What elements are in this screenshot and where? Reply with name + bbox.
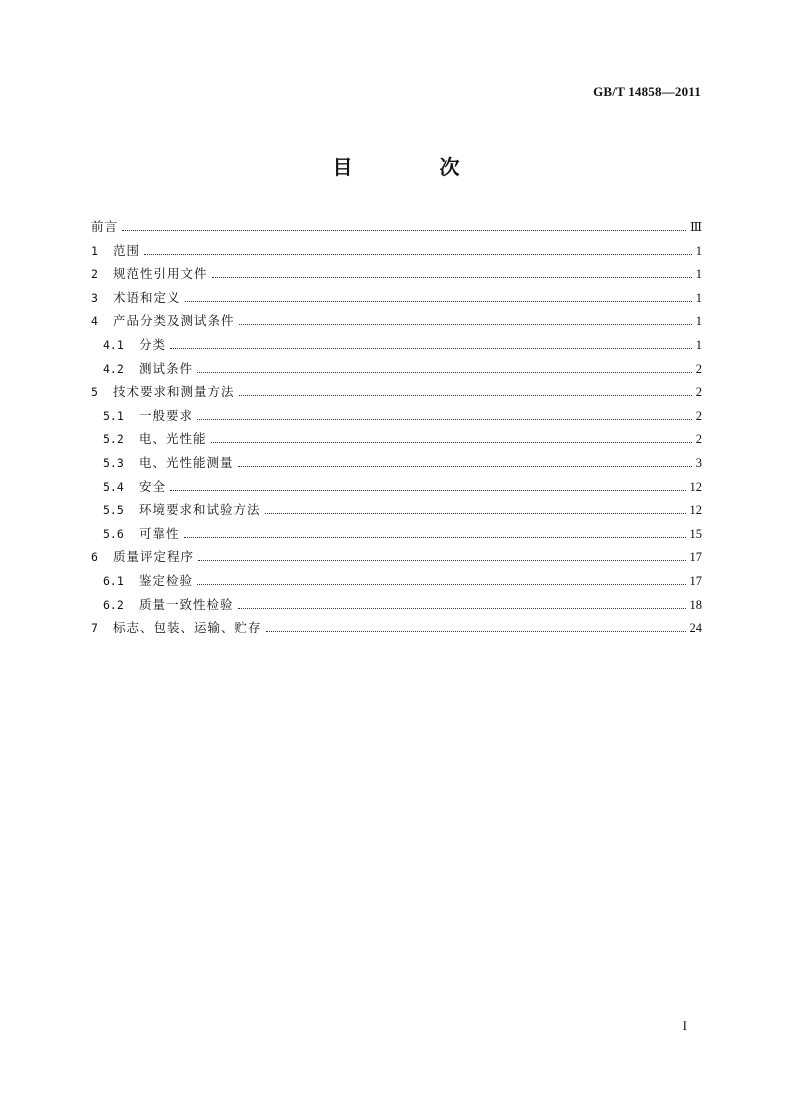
toc-entry[interactable] — [91, 357, 702, 381]
toc-entry-page: 2 — [695, 361, 702, 376]
toc-entry-title: 环境要求和试验方法 — [139, 502, 261, 518]
toc-entry-title: 电、光性能 — [139, 431, 207, 447]
toc-entry-title: 标志、包装、运输、贮存 — [113, 620, 262, 636]
toc-entry-number: 4.2 — [103, 361, 124, 376]
toc-entry-title: 测试条件 — [139, 360, 194, 376]
toc-entry[interactable] — [91, 593, 702, 617]
toc-entry-title: 产品分类及测试条件 — [113, 313, 235, 329]
toc-entry-number: 7 — [91, 621, 98, 636]
toc-entry-number: 4.1 — [103, 337, 124, 352]
toc-entry-page: 17 — [689, 573, 702, 588]
toc-entry-number: 6 — [91, 550, 98, 565]
toc-leader-dots — [238, 608, 686, 609]
toc-entry-number: 5.5 — [103, 503, 124, 518]
toc-entry-page: 1 — [695, 243, 702, 258]
toc-entry-title: 术语和定义 — [113, 289, 181, 305]
toc-entry-number: 5.1 — [103, 408, 124, 423]
toc-entry-number: 5 — [91, 385, 98, 400]
toc-entry-page: 17 — [689, 550, 702, 565]
toc-leader-dots — [144, 254, 692, 255]
standard-code: GB/T 14858—2011 — [593, 84, 701, 99]
toc-entry-number: 5.3 — [103, 455, 124, 470]
toc-entry-number: 3 — [91, 290, 98, 305]
toc-entry-page: 1 — [695, 290, 702, 305]
toc-entry-page: 15 — [689, 526, 702, 541]
toc-entry[interactable] — [91, 404, 702, 428]
toc-entry-title: 一般要求 — [139, 407, 194, 423]
toc-entry-title: 安全 — [139, 478, 167, 494]
toc-entry[interactable] — [91, 215, 702, 239]
toc-entry[interactable] — [91, 286, 702, 310]
toc-leader-dots — [266, 631, 686, 632]
toc-entry-title: 前言 — [91, 219, 119, 234]
toc-entry-number: 4 — [91, 314, 98, 329]
toc-leader-dots — [197, 419, 692, 420]
toc-entry-title: 分类 — [139, 336, 167, 352]
toc-entry-page: 24 — [689, 621, 702, 636]
toc-entry-title: 技术要求和测量方法 — [113, 384, 235, 400]
toc-entry-page: Ⅲ — [689, 220, 702, 234]
toc-leader-dots — [170, 490, 685, 491]
toc-entry-number: 5.2 — [103, 432, 124, 447]
toc-entry-title: 范围 — [113, 242, 141, 258]
toc-leader-dots — [185, 301, 692, 302]
toc-entry-page: 1 — [695, 337, 702, 352]
toc-entry-page: 2 — [695, 432, 702, 447]
toc-leader-dots — [211, 442, 692, 443]
toc-entry[interactable] — [91, 475, 702, 499]
toc-leader-dots — [238, 466, 692, 467]
toc-entry-title: 质量一致性检验 — [139, 596, 234, 612]
toc-entry-title: 鉴定检验 — [139, 572, 194, 588]
toc-entry-number: 1 — [91, 243, 98, 258]
table-of-contents — [91, 215, 702, 640]
toc-entry-title: 规范性引用文件 — [113, 266, 208, 282]
page-number: I — [682, 1018, 687, 1033]
toc-entry-page: 2 — [695, 385, 702, 400]
toc-entry-page: 3 — [695, 455, 702, 470]
toc-entry-number: 2 — [91, 267, 98, 282]
toc-entry[interactable] — [91, 498, 702, 522]
toc-entry[interactable] — [91, 333, 702, 357]
toc-entry-title: 可靠性 — [139, 525, 180, 541]
toc-entry[interactable] — [91, 616, 702, 640]
toc-entry-page: 18 — [689, 597, 702, 612]
toc-entry-page: 12 — [689, 479, 702, 494]
toc-leader-dots — [198, 560, 685, 561]
toc-entry[interactable] — [91, 522, 702, 546]
toc-entry[interactable] — [91, 262, 702, 286]
toc-entry-page: 2 — [695, 408, 702, 423]
toc-entry-number: 6.1 — [103, 573, 124, 588]
toc-leader-dots — [170, 348, 692, 349]
toc-entry[interactable] — [91, 451, 702, 475]
toc-entry-title: 质量评定程序 — [113, 549, 195, 565]
toc-entry-page: 12 — [689, 503, 702, 518]
toc-entry-page: 1 — [695, 314, 702, 329]
toc-entry[interactable] — [91, 380, 702, 404]
toc-entry-page: 1 — [695, 267, 702, 282]
toc-leader-dots — [212, 277, 692, 278]
toc-entry-number: 5.4 — [103, 479, 124, 494]
toc-entry-title: 电、光性能测量 — [139, 454, 234, 470]
toc-entry[interactable] — [91, 569, 702, 593]
toc-entry[interactable] — [91, 239, 702, 263]
toc-entry-number: 6.2 — [103, 597, 124, 612]
toc-leader-dots — [122, 230, 686, 231]
toc-leader-dots — [239, 324, 692, 325]
toc-entry[interactable] — [91, 427, 702, 451]
page-title: 目 次 — [332, 155, 500, 179]
toc-leader-dots — [239, 395, 692, 396]
toc-leader-dots — [197, 372, 692, 373]
toc-leader-dots — [197, 584, 685, 585]
toc-entry[interactable] — [91, 309, 702, 333]
toc-leader-dots — [265, 513, 686, 514]
toc-entry-number: 5.6 — [103, 526, 124, 541]
toc-leader-dots — [184, 537, 686, 538]
toc-entry[interactable] — [91, 545, 702, 569]
